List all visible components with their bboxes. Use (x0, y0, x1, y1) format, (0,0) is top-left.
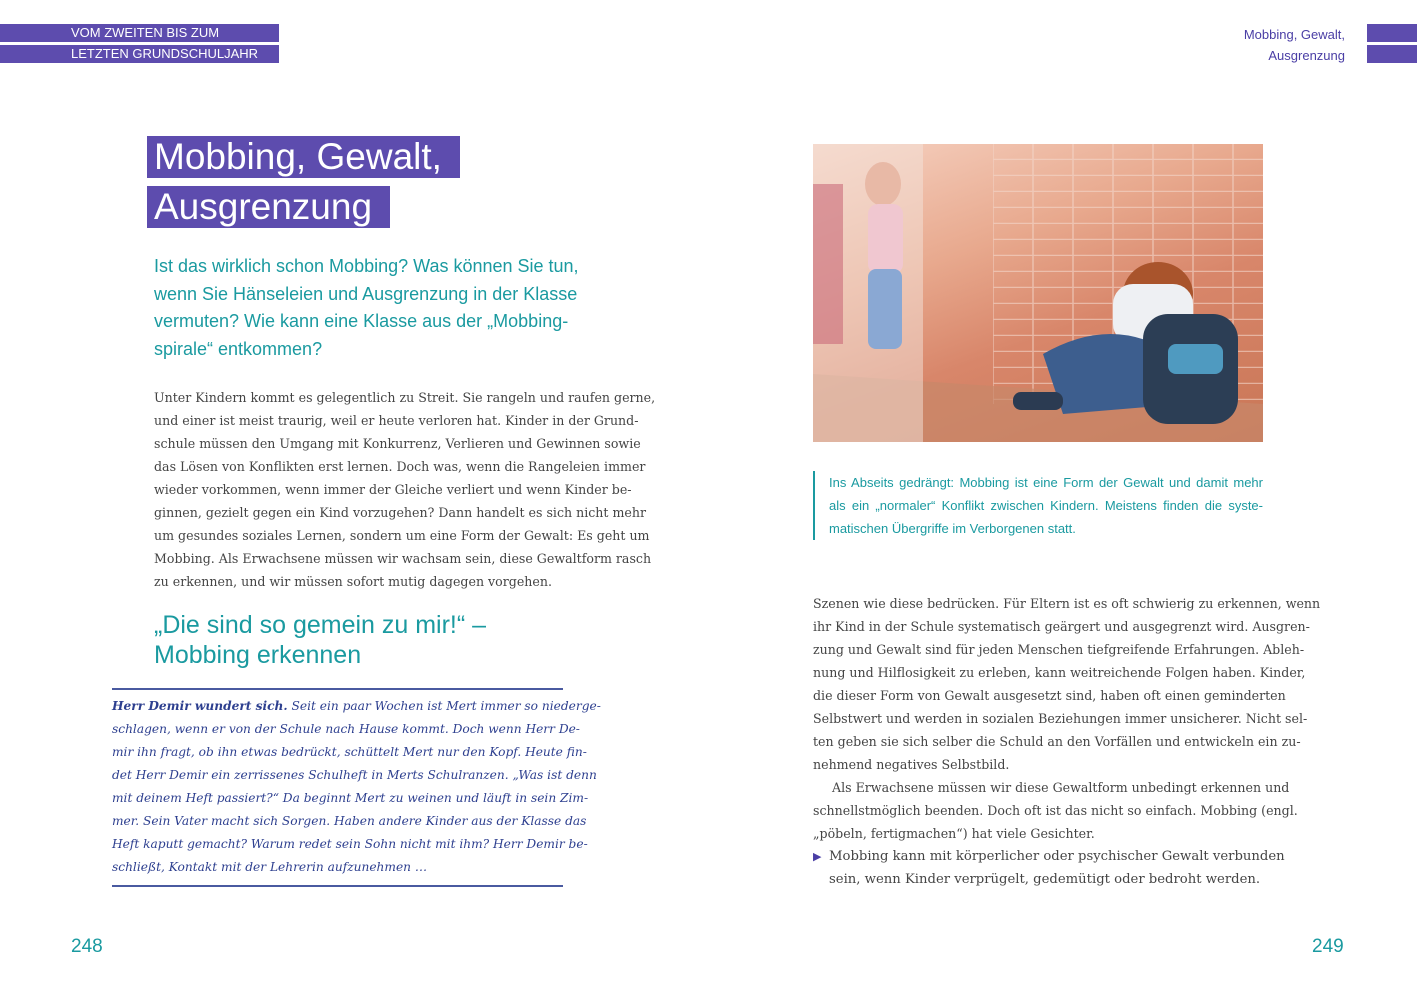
story-line: mer. Sein Vater macht sich Sorgen. Haben andere Kinder aus der Klasse das (112, 814, 587, 828)
running-head-right (1244, 24, 1345, 66)
text-line: nung und Hilflosigkeit zu erleben, kann weitreichende Folgen haben. Kinder, (813, 665, 1306, 680)
text-line: Mobbing kann mit körperlicher oder psychischer Gewalt verbunden (829, 849, 1285, 864)
text-line: Szenen wie diese bedrücken. Für Eltern ist es oft schwierig zu erkennen, wenn (813, 596, 1321, 611)
page-number-right: 249 (1312, 936, 1344, 957)
text-line: ihr Kind in der Schule systematisch geärgert und ausgegrenzt wird. Ausgren- (813, 619, 1310, 634)
text-line: Als Erwachsene müssen wir diese Gewaltform unbedingt erkennen und (832, 780, 1290, 795)
running-head-right-line: Ausgrenzung (1268, 48, 1345, 63)
story-line: mit deinem Heft passiert?“ Da beginnt Mert zu weinen und läuft in sein Zim- (112, 791, 589, 805)
subheading-line: „Die sind so gemein zu mir!“ – (154, 611, 487, 639)
chapter-title (147, 136, 460, 236)
page-number-left: 248 (71, 936, 103, 957)
running-head-line-2: LETZTEN GRUNDSCHULJAHR (0, 45, 279, 63)
text-line: „pöbeln, fertigmachen“) hat viele Gesichter. (813, 826, 1095, 841)
text-line: das Lösen von Konflikten erst lernen. Doch was, wenn die Rangeleien immer (154, 459, 646, 474)
photo-bullied-child (813, 144, 1263, 442)
story-line: schließt, Kontakt mit der Lehrerin aufzunehmen … (112, 860, 428, 874)
lead-paragraph: Ist das wirklich schon Mobbing? Was können Sie tun, wenn Sie Hänseleien und Ausgrenzung in der Klasse vermuten? Wie kann eine Klasse aus der „Mobbing-spirale“ entkommen? (154, 256, 579, 359)
story-box (112, 688, 601, 887)
story-line (112, 695, 601, 718)
text-line: sein, wenn Kinder verprügelt, gedemütigt oder bedroht werden. (829, 872, 1261, 887)
text-line: Ins Abseits gedrängt: Mobbing ist eine Form der Gewalt und damit mehr (829, 475, 1263, 490)
text-line: zu erkennen, und wir müssen sofort mutig dagegen vorgehen. (154, 574, 552, 589)
triangle-bullet-icon: ▶ (813, 850, 822, 863)
running-head-line-1: VOM ZWEITEN BIS ZUM (0, 24, 279, 42)
text-line: Mobbing. Als Erwachsene müssen wir wachsam sein, diese Gewaltform rasch (154, 551, 652, 566)
photo-illustration (813, 144, 1263, 442)
title-line: Mobbing, Gewalt, (147, 136, 460, 178)
running-head-bar (1367, 24, 1417, 42)
story-line: Heft kaputt gemacht? Warum redet sein Sohn nicht mit ihm? Herr Demir be- (112, 837, 588, 851)
text-line: um gesundes soziales Lernen, sondern um eine Form der Gewalt: Es geht um (154, 528, 650, 543)
story-line: det Herr Demir ein zerrissenes Schulheft in Merts Schulranzen. „Was ist denn (112, 768, 597, 782)
story-line: mir ihn fragt, ob ihn etwas bedrückt, schüttelt Mert nur den Kopf. Heute fin- (112, 745, 587, 759)
text-line: schnellstmöglich beenden. Doch oft ist das nicht so einfach. Mobbing (engl. (813, 803, 1298, 818)
bullet-item (813, 845, 1285, 891)
photo-caption (813, 471, 1263, 540)
text-line: Unter Kindern kommt es gelegentlich zu Streit. Sie rangeln und raufen gerne, (154, 390, 656, 405)
story-text: Seit ein paar Wochen ist Mert immer so niederge- (287, 699, 601, 713)
text-line: wieder vorkommen, wenn immer der Gleiche verliert und wenn Kinder be- (154, 482, 632, 497)
body-text-left (154, 386, 656, 593)
text-line: ginnen, gezielt gegen ein Kind vorzugehen? Dann handelt es sich nicht mehr (154, 505, 646, 520)
text-line: die dieser Form von Gewalt ausgesetzt sind, haben oft einen geminderten (813, 688, 1286, 703)
text-line: und einer ist meist traurig, weil er heute verloren hat. Kinder in der Grund- (154, 413, 639, 428)
text-line: schule müssen den Umgang mit Konkurrenz, Verlieren und Gewinnen sowie (154, 436, 641, 451)
subheading (154, 610, 486, 670)
title-line: Ausgrenzung (147, 186, 390, 228)
subheading-line: Mobbing erkennen (154, 641, 362, 669)
story-line: schlagen, wenn er von der Schule nach Hause kommt. Doch wenn Herr De- (112, 722, 580, 736)
text-line: ten geben sie sich selber die Schuld an den Vorfällen und entwickeln ein zu- (813, 734, 1301, 749)
running-head-right-line: Mobbing, Gewalt, (1243, 27, 1345, 42)
text-line: matischen Übergriffe im Verborgenen statt. (829, 521, 1076, 536)
text-line: Selbstwert und werden in sozialen Beziehungen immer unsicherer. Nicht sel- (813, 711, 1308, 726)
text-line: zung und Gewalt sind für jeden Menschen tiefgreifende Erfahrungen. Ableh- (813, 642, 1305, 657)
text-line: nehmend negatives Selbstbild. (813, 757, 1010, 772)
body-text-right (813, 592, 1321, 845)
text-line: als ein „normaler“ Konflikt zwischen Kindern. Meistens finden die syste- (829, 498, 1263, 513)
running-head-bar (1367, 45, 1417, 63)
story-lead-in: Herr Demir wundert sich. (112, 699, 288, 713)
